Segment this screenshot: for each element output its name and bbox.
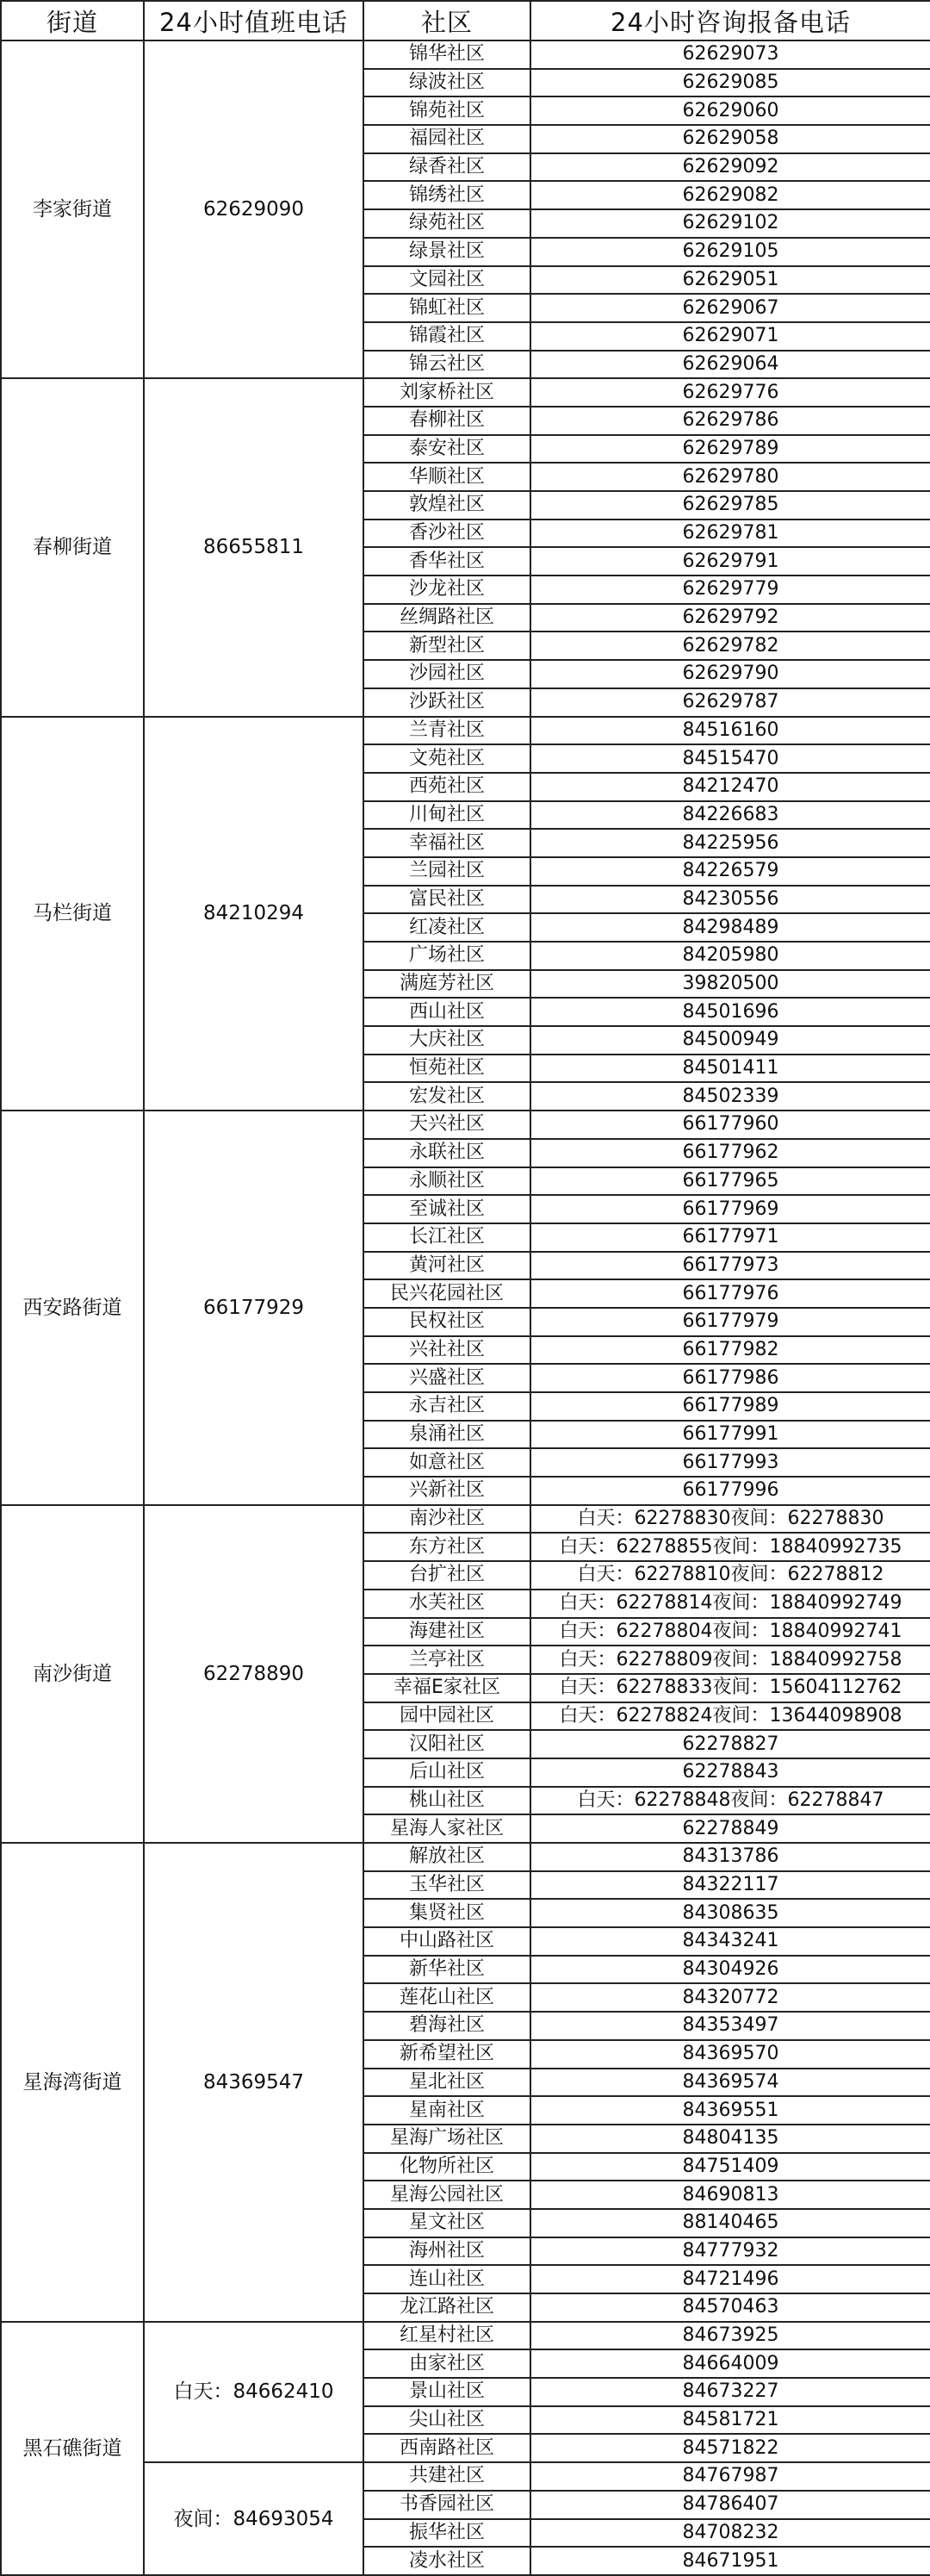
community-name: 沙龙社区 bbox=[363, 576, 530, 604]
table-row bbox=[1, 1111, 930, 1139]
community-name: 绿苑社区 bbox=[363, 209, 530, 238]
community-name: 永顺社区 bbox=[363, 1167, 530, 1196]
community-phone: 84673925 bbox=[530, 2322, 930, 2350]
community-phone: 84671951 bbox=[530, 2547, 930, 2575]
community-name: 星海广场社区 bbox=[363, 2125, 530, 2153]
community-phone: 白天：62278824夜间：13644098908 bbox=[530, 1702, 930, 1731]
community-phone: 84516160 bbox=[530, 717, 930, 745]
community-name: 水芙社区 bbox=[363, 1590, 530, 1618]
community-name: 民兴花园社区 bbox=[363, 1279, 530, 1308]
community-phone: 84751409 bbox=[530, 2153, 930, 2181]
community-phone: 84225956 bbox=[530, 829, 930, 857]
community-phone: 84571822 bbox=[530, 2434, 930, 2462]
community-name: 玉华社区 bbox=[363, 1871, 530, 1900]
community-name: 绿波社区 bbox=[363, 69, 530, 97]
community-name: 兴新社区 bbox=[363, 1477, 530, 1505]
community-phone: 84501411 bbox=[530, 1055, 930, 1083]
street-name: 黑石礁街道 bbox=[1, 2322, 144, 2575]
community-name: 兰青社区 bbox=[363, 717, 530, 745]
table-row bbox=[1, 717, 930, 745]
header-duty-phone: 24小时值班电话 bbox=[144, 1, 363, 40]
community-phone: 62629790 bbox=[530, 660, 930, 688]
community-phone: 62629071 bbox=[530, 322, 930, 351]
community-name: 至诚社区 bbox=[363, 1195, 530, 1223]
community-name: 永吉社区 bbox=[363, 1392, 530, 1421]
community-name: 尖山社区 bbox=[363, 2406, 530, 2435]
community-name: 敦煌社区 bbox=[363, 491, 530, 520]
community-name: 泉涌社区 bbox=[363, 1421, 530, 1449]
community-name: 丝绸路社区 bbox=[363, 604, 530, 632]
community-name: 东方社区 bbox=[363, 1533, 530, 1561]
community-name: 共建社区 bbox=[363, 2462, 530, 2491]
community-phone: 62629792 bbox=[530, 604, 930, 632]
community-phone: 66177993 bbox=[530, 1448, 930, 1477]
community-phone: 62278843 bbox=[530, 1758, 930, 1787]
community-phone: 66177960 bbox=[530, 1111, 930, 1139]
community-name: 兰亭社区 bbox=[363, 1646, 530, 1674]
street-name: 星海湾街道 bbox=[1, 1843, 144, 2322]
community-phone: 62629791 bbox=[530, 547, 930, 576]
community-name: 如意社区 bbox=[363, 1448, 530, 1477]
community-name: 春柳社区 bbox=[363, 407, 530, 435]
community-phone: 84369574 bbox=[530, 2069, 930, 2097]
community-phone: 62629060 bbox=[530, 96, 930, 125]
header-street: 街道 bbox=[1, 1, 144, 40]
community-name: 台扩社区 bbox=[363, 1561, 530, 1590]
community-phone: 66177973 bbox=[530, 1252, 930, 1280]
community-phone: 84690813 bbox=[530, 2181, 930, 2209]
community-phone: 84226683 bbox=[530, 801, 930, 830]
community-phone: 62629787 bbox=[530, 688, 930, 717]
community-name: 新型社区 bbox=[363, 632, 530, 660]
header-row bbox=[1, 1, 930, 40]
community-name: 西苑社区 bbox=[363, 773, 530, 801]
community-name: 后山社区 bbox=[363, 1758, 530, 1787]
community-name: 景山社区 bbox=[363, 2378, 530, 2406]
community-name: 锦虹社区 bbox=[363, 294, 530, 322]
community-phone: 88140465 bbox=[530, 2209, 930, 2237]
community-phone: 66177979 bbox=[530, 1308, 930, 1336]
community-name: 沙跃社区 bbox=[363, 688, 530, 717]
community-phone: 白天：62278855夜间：18840992735 bbox=[530, 1533, 930, 1561]
community-phone: 62629789 bbox=[530, 435, 930, 464]
community-phone: 62629776 bbox=[530, 378, 930, 407]
community-phone: 66177971 bbox=[530, 1223, 930, 1252]
community-phone: 62278827 bbox=[530, 1730, 930, 1758]
table-row bbox=[1, 2322, 930, 2350]
community-name: 锦华社区 bbox=[363, 40, 530, 69]
table-row bbox=[1, 378, 930, 407]
community-phone: 62629780 bbox=[530, 463, 930, 491]
community-phone: 66177996 bbox=[530, 1477, 930, 1505]
community-phone: 84664009 bbox=[530, 2349, 930, 2378]
community-name: 西山社区 bbox=[363, 998, 530, 1026]
community-phone: 白天：62278804夜间：18840992741 bbox=[530, 1618, 930, 1646]
community-phone: 66177989 bbox=[530, 1392, 930, 1421]
community-phone: 84500949 bbox=[530, 1026, 930, 1055]
community-phone: 84708232 bbox=[530, 2519, 930, 2548]
community-name: 沙园社区 bbox=[363, 660, 530, 688]
community-phone: 84308635 bbox=[530, 1899, 930, 1927]
street-name: 马栏街道 bbox=[1, 717, 144, 1111]
community-phone: 84570463 bbox=[530, 2293, 930, 2322]
table-row bbox=[1, 1505, 930, 1534]
community-name: 民权社区 bbox=[363, 1308, 530, 1336]
community-name: 海州社区 bbox=[363, 2237, 530, 2266]
community-phone: 84230556 bbox=[530, 886, 930, 914]
community-phone: 62629786 bbox=[530, 407, 930, 435]
duty-phone: 86655811 bbox=[144, 378, 363, 716]
community-phone: 白天：62278830夜间：62278830 bbox=[530, 1505, 930, 1534]
community-name: 香华社区 bbox=[363, 547, 530, 576]
community-name: 兰园社区 bbox=[363, 857, 530, 886]
community-name: 幸福E家社区 bbox=[363, 1674, 530, 1702]
community-phone: 白天：62278814夜间：18840992749 bbox=[530, 1590, 930, 1618]
community-phone: 62629782 bbox=[530, 632, 930, 660]
community-name: 锦云社区 bbox=[363, 351, 530, 379]
community-phone: 62629073 bbox=[530, 40, 930, 69]
community-phone: 84304926 bbox=[530, 1956, 930, 1984]
community-phone: 84502339 bbox=[530, 1082, 930, 1111]
community-name: 红凌社区 bbox=[363, 913, 530, 942]
community-name: 川甸社区 bbox=[363, 801, 530, 830]
community-phone: 62629058 bbox=[530, 125, 930, 153]
community-phone: 62629082 bbox=[530, 181, 930, 209]
community-name: 园中园社区 bbox=[363, 1702, 530, 1731]
community-phone: 84786407 bbox=[530, 2491, 930, 2519]
table-row bbox=[1, 40, 930, 69]
community-name: 汉阳社区 bbox=[363, 1730, 530, 1758]
header-report-phone: 24小时咨询报备电话 bbox=[530, 1, 930, 40]
community-phone: 84804135 bbox=[530, 2125, 930, 2153]
community-phone: 62629785 bbox=[530, 491, 930, 520]
community-name: 星海人家社区 bbox=[363, 1814, 530, 1843]
community-phone: 66177962 bbox=[530, 1139, 930, 1167]
community-phone: 62629092 bbox=[530, 153, 930, 182]
community-name: 碧海社区 bbox=[363, 2012, 530, 2040]
community-phone: 66177965 bbox=[530, 1167, 930, 1196]
community-phone: 66177969 bbox=[530, 1195, 930, 1223]
community-phone: 84581721 bbox=[530, 2406, 930, 2435]
table-body bbox=[1, 40, 930, 2575]
community-name: 黄河社区 bbox=[363, 1252, 530, 1280]
community-name: 大庆社区 bbox=[363, 1026, 530, 1055]
community-name: 刘家桥社区 bbox=[363, 378, 530, 407]
community-name: 富民社区 bbox=[363, 886, 530, 914]
community-name: 满庭芳社区 bbox=[363, 970, 530, 999]
community-phone: 84298489 bbox=[530, 913, 930, 942]
community-name: 文园社区 bbox=[363, 266, 530, 295]
community-phone: 62629064 bbox=[530, 351, 930, 379]
community-phone: 84721496 bbox=[530, 2265, 930, 2293]
community-name: 兴社社区 bbox=[363, 1336, 530, 1365]
community-name: 文苑社区 bbox=[363, 744, 530, 773]
duty-phone: 84369547 bbox=[144, 1843, 363, 2322]
community-name: 由家社区 bbox=[363, 2349, 530, 2378]
community-name: 书香园社区 bbox=[363, 2491, 530, 2519]
community-name: 香沙社区 bbox=[363, 520, 530, 548]
community-name: 星北社区 bbox=[363, 2069, 530, 2097]
community-phone: 62629085 bbox=[530, 69, 930, 97]
community-name: 兴盛社区 bbox=[363, 1364, 530, 1392]
community-phone: 66177982 bbox=[530, 1336, 930, 1365]
community-phone: 62629781 bbox=[530, 520, 930, 548]
community-phone: 84226579 bbox=[530, 857, 930, 886]
community-phone: 84322117 bbox=[530, 1871, 930, 1900]
community-phone: 66177976 bbox=[530, 1279, 930, 1308]
community-name: 泰安社区 bbox=[363, 435, 530, 464]
day-duty-phone: 白天：84662410 bbox=[144, 2322, 363, 2462]
community-name: 星海公园社区 bbox=[363, 2181, 530, 2209]
community-name: 绿景社区 bbox=[363, 238, 530, 266]
community-name: 海建社区 bbox=[363, 1618, 530, 1646]
duty-phone: 84210294 bbox=[144, 717, 363, 1111]
community-phone: 62629102 bbox=[530, 209, 930, 238]
community-name: 华顺社区 bbox=[363, 463, 530, 491]
duty-phone: 66177929 bbox=[144, 1111, 363, 1505]
community-name: 幸福社区 bbox=[363, 829, 530, 857]
community-name: 星南社区 bbox=[363, 2096, 530, 2125]
community-phone: 84343241 bbox=[530, 1927, 930, 1956]
community-phone: 84353497 bbox=[530, 2012, 930, 2040]
community-phone: 62629051 bbox=[530, 266, 930, 295]
community-name: 南沙社区 bbox=[363, 1505, 530, 1534]
community-phone: 84777932 bbox=[530, 2237, 930, 2266]
community-name: 振华社区 bbox=[363, 2519, 530, 2548]
community-phone: 84515470 bbox=[530, 744, 930, 773]
community-name: 锦绣社区 bbox=[363, 181, 530, 209]
duty-phone: 62278890 bbox=[144, 1505, 363, 1843]
community-name: 新希望社区 bbox=[363, 2040, 530, 2069]
community-phone: 84320772 bbox=[530, 1983, 930, 2012]
community-name: 凌水社区 bbox=[363, 2547, 530, 2575]
community-phone: 84369551 bbox=[530, 2096, 930, 2125]
community-name: 集贤社区 bbox=[363, 1899, 530, 1927]
community-phone: 62278849 bbox=[530, 1814, 930, 1843]
community-name: 星文社区 bbox=[363, 2209, 530, 2237]
community-phone: 84313786 bbox=[530, 1843, 930, 1871]
community-phone: 66177986 bbox=[530, 1364, 930, 1392]
community-phone: 白天：62278833夜间：15604112762 bbox=[530, 1674, 930, 1702]
community-name: 解放社区 bbox=[363, 1843, 530, 1871]
community-phone: 84501696 bbox=[530, 998, 930, 1026]
community-phone: 39820500 bbox=[530, 970, 930, 999]
community-phone: 62629779 bbox=[530, 576, 930, 604]
community-phone: 白天：62278810夜间：62278812 bbox=[530, 1561, 930, 1590]
community-phone: 84205980 bbox=[530, 942, 930, 970]
community-phone: 62629105 bbox=[530, 238, 930, 266]
community-name: 红星村社区 bbox=[363, 2322, 530, 2350]
community-name: 锦霞社区 bbox=[363, 322, 530, 351]
community-phone: 62629067 bbox=[530, 294, 930, 322]
community-name: 西南路社区 bbox=[363, 2434, 530, 2462]
community-name: 桃山社区 bbox=[363, 1787, 530, 1815]
community-name: 锦苑社区 bbox=[363, 96, 530, 125]
community-name: 莲花山社区 bbox=[363, 1983, 530, 2012]
community-name: 永联社区 bbox=[363, 1139, 530, 1167]
community-phone: 84212470 bbox=[530, 773, 930, 801]
street-name: 西安路街道 bbox=[1, 1111, 144, 1505]
street-name: 春柳街道 bbox=[1, 378, 144, 716]
table-row bbox=[1, 1843, 930, 1871]
community-name: 新华社区 bbox=[363, 1956, 530, 1984]
community-name: 福园社区 bbox=[363, 125, 530, 153]
community-name: 龙江路社区 bbox=[363, 2293, 530, 2322]
night-duty-phone: 夜间：84693054 bbox=[144, 2462, 363, 2575]
community-name: 宏发社区 bbox=[363, 1082, 530, 1111]
community-phone: 66177991 bbox=[530, 1421, 930, 1449]
community-phone: 84369570 bbox=[530, 2040, 930, 2069]
community-name: 连山社区 bbox=[363, 2265, 530, 2293]
community-name: 天兴社区 bbox=[363, 1111, 530, 1139]
header-community: 社区 bbox=[363, 1, 530, 40]
community-name: 中山路社区 bbox=[363, 1927, 530, 1956]
community-name: 绿香社区 bbox=[363, 153, 530, 182]
community-name: 恒苑社区 bbox=[363, 1055, 530, 1083]
community-phone: 84673227 bbox=[530, 2378, 930, 2406]
community-name: 化物所社区 bbox=[363, 2153, 530, 2181]
community-phone: 白天：62278809夜间：18840992758 bbox=[530, 1646, 930, 1674]
community-name: 广场社区 bbox=[363, 942, 530, 970]
street-name: 李家街道 bbox=[1, 40, 144, 378]
community-phone: 84767987 bbox=[530, 2462, 930, 2491]
community-name: 长江社区 bbox=[363, 1223, 530, 1252]
duty-phone: 62629090 bbox=[144, 40, 363, 378]
community-phone: 白天：62278848夜间：62278847 bbox=[530, 1787, 930, 1815]
street-name: 南沙街道 bbox=[1, 1505, 144, 1843]
